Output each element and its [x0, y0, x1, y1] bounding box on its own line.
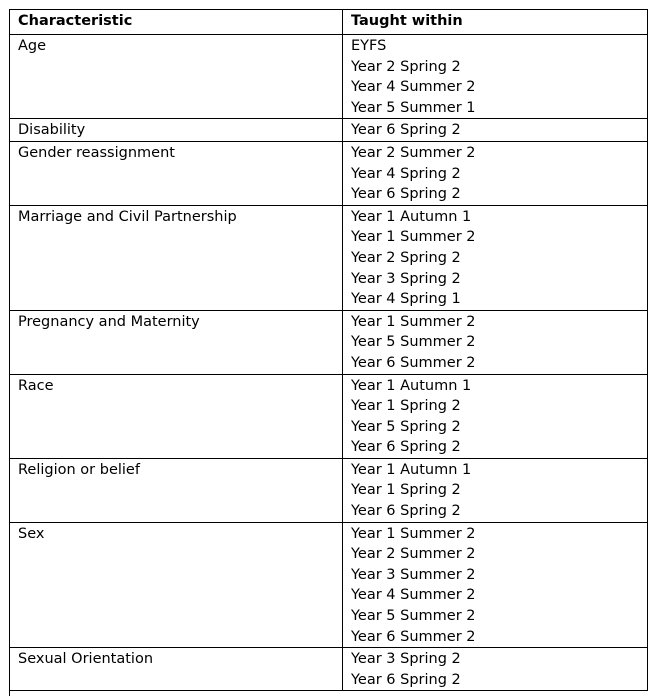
next-table-border	[9, 684, 10, 696]
characteristic-cell: Sex	[10, 522, 343, 648]
taught-within-cell	[343, 141, 648, 205]
taught-within-cell	[343, 119, 648, 142]
taught-within-entry: Year 6 Spring 2	[351, 671, 461, 688]
taught-within-cell	[343, 458, 648, 522]
characteristic-cell: Pregnancy and Maternity	[10, 310, 343, 374]
taught-within-entry: Year 1 Summer 2	[351, 229, 476, 246]
characteristic-cell: Gender reassignment	[10, 141, 343, 205]
taught-within-cell	[343, 374, 648, 458]
taught-within-entry: Year 4 Spring 1	[351, 291, 461, 308]
characteristic-header: Characteristic	[10, 10, 343, 35]
characteristic-cell: Marriage and Civil Partnership	[10, 205, 343, 310]
characteristic-cell: Disability	[10, 119, 343, 142]
taught-within-header: Taught within	[343, 10, 648, 35]
taught-within-entry: Year 2 Spring 2	[351, 58, 461, 75]
table-row	[10, 458, 648, 522]
taught-within-entry: Year 6 Spring 2	[351, 186, 461, 203]
taught-within-cell	[343, 35, 648, 119]
characteristic-cell: Sexual Orientation	[10, 648, 343, 691]
taught-within-entry: Year 1 Autumn 1	[351, 461, 472, 478]
taught-within-entry: Year 6 Spring 2	[351, 503, 461, 520]
taught-within-cell	[343, 522, 648, 648]
table-row	[10, 648, 648, 691]
taught-within-entry: Year 3 Summer 2	[351, 566, 476, 583]
taught-within-entry: Year 4 Spring 2	[351, 165, 461, 182]
taught-within-cell	[343, 310, 648, 374]
taught-within-entry: Year 1 Spring 2	[351, 482, 461, 499]
taught-within-entry: Year 6 Spring 2	[351, 122, 461, 139]
taught-within-entry: Year 6 Summer 2	[351, 628, 476, 645]
table-row	[10, 119, 648, 142]
taught-within-entry: Year 5 Summer 2	[351, 608, 476, 625]
characteristic-cell: Race	[10, 374, 343, 458]
taught-within-entry: Year 4 Summer 2	[351, 79, 476, 96]
taught-within-entry: Year 1 Summer 2	[351, 525, 476, 542]
taught-within-entry: Year 1 Summer 2	[351, 313, 476, 330]
characteristics-table	[9, 9, 648, 691]
table-row	[10, 35, 648, 119]
table-header	[10, 10, 648, 35]
taught-within-entry: Year 1 Autumn 1	[351, 377, 472, 394]
characteristic-cell: Age	[10, 35, 343, 119]
taught-within-entry: Year 2 Summer 2	[351, 546, 476, 563]
taught-within-entry: Year 5 Summer 2	[351, 334, 476, 351]
taught-within-entry: Year 4 Summer 2	[351, 587, 476, 604]
table-row	[10, 205, 648, 310]
taught-within-cell	[343, 205, 648, 310]
table-body	[10, 35, 648, 691]
taught-within-entry: Year 6 Spring 2	[351, 439, 461, 456]
taught-within-entry: Year 2 Summer 2	[351, 144, 476, 161]
table-row	[10, 310, 648, 374]
taught-within-entry: Year 5 Spring 2	[351, 418, 461, 435]
taught-within-entry: Year 2 Spring 2	[351, 249, 461, 266]
taught-within-cell	[343, 648, 648, 691]
taught-within-entry: Year 3 Spring 2	[351, 651, 461, 668]
taught-within-entry: Year 1 Autumn 1	[351, 208, 472, 225]
taught-within-entry: Year 1 Spring 2	[351, 398, 461, 415]
characteristic-cell: Religion or belief	[10, 458, 343, 522]
taught-within-entry: Year 6 Summer 2	[351, 354, 476, 371]
header-row	[10, 10, 648, 35]
table-row	[10, 522, 648, 648]
table-row	[10, 374, 648, 458]
table-row	[10, 141, 648, 205]
taught-within-entry: Year 3 Spring 2	[351, 270, 461, 287]
taught-within-entry: Year 5 Summer 1	[351, 99, 476, 116]
taught-within-entry: EYFS	[351, 38, 387, 54]
